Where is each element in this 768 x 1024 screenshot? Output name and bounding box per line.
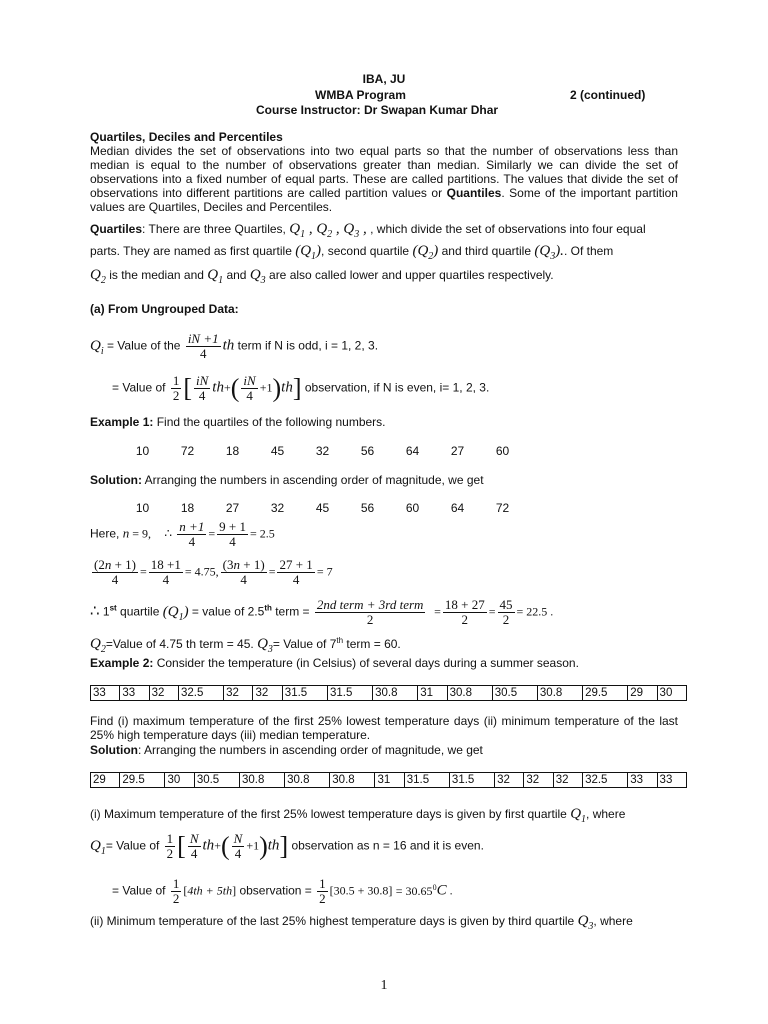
part-i-text: (i) Maximum temperature of the first 25% lowest temperature days is given by first quartile — [90, 807, 567, 821]
quartiles-text: is the median and — [109, 268, 204, 282]
number-item: 60 — [405, 501, 420, 515]
here-text: Here, — [90, 526, 120, 541]
fraction-18-plus-1-over-4: $\frac{18 +1}{4}$ — [150, 557, 181, 587]
quartiles-text: are also called lower and upper quartiles respectively. — [269, 268, 554, 282]
example1-q2-q3-line: $Q_2=Value$ of 4.75 th term = 45. $Q_3=$ Value of 7th term = 60. — [90, 636, 401, 655]
part-ii-text: (ii) Minimum temperature of the last 25% highest temperature days is given by third quartile — [90, 914, 575, 928]
section-title: Quartiles, Deciles and Percentiles — [90, 130, 283, 144]
q3-text: term = 60. — [343, 637, 401, 651]
solution-label: Solution — [90, 743, 138, 757]
number-item: 10 — [135, 501, 150, 515]
math-q2: $Q_2$ — [90, 267, 106, 286]
number-item: 45 — [270, 444, 285, 458]
example2-q1-result: = Value of $\frac{1}{2}$ [4th + 5th] observation = $\frac{1}{2}$ $[30.5 + 30.8] = 30.65^0C$ . — [112, 876, 453, 906]
fraction-one-half: $\frac{1}{2}$ — [172, 876, 180, 906]
sorted-temperature-table — [90, 772, 687, 788]
paren-close: ) — [259, 831, 268, 861]
bracket-open: [ — [183, 373, 192, 403]
example1-statement — [90, 415, 386, 429]
number-item: 32 — [315, 444, 330, 458]
formula-odd — [90, 332, 378, 361]
table-cell: 31 — [418, 686, 447, 701]
example1-q1-line: ∴ 1st quartile $(Q_1)$ = value of 2.5th term = $\frac{\text{2nd term + 3rd term}}{2}$ = $\frac{18 + 27}{2}$ = $\frac{45}{2}$ = 22.5 . — [90, 597, 554, 627]
math-q3: $(Q_3)$. — [534, 243, 564, 262]
table-cell: 30.8 — [537, 686, 582, 701]
math-q1: $Q_1$ — [207, 267, 224, 286]
fraction-one-half: $\frac{1}{2}$ — [166, 831, 174, 861]
table-row — [91, 773, 687, 788]
fraction-iN-plus-1-over-4: $\frac{iN +1}{4}$ — [187, 331, 219, 361]
quartiles-text: and — [226, 268, 247, 282]
quartiles-text: and third quartile — [441, 244, 532, 258]
math-q1: $(Q_1)$ — [162, 603, 189, 623]
number-item: 56 — [360, 501, 375, 515]
table-cell: 30.8 — [330, 773, 375, 788]
math-q2: $Q_2$ — [90, 636, 106, 655]
example2-q1-formula: $Q_1=$ Value of $\frac{1}{2}$ [ $\frac{N}{4}$ th+( $\frac{N}{4}$ +1)th] observation as n = 16 and it is even. — [90, 831, 484, 861]
header-institution: IBA, JU — [362, 72, 406, 86]
number-item: 27 — [450, 444, 465, 458]
table-cell: 33 — [628, 773, 657, 788]
quartiles-text: , second quartile — [321, 244, 410, 258]
formula-text: = Value of — [112, 380, 166, 395]
example1-numbers — [120, 444, 525, 458]
number-item: 60 — [495, 444, 510, 458]
example2-part-ii — [90, 913, 633, 932]
table-cell: 33 — [657, 773, 686, 788]
where-text: , where — [586, 807, 626, 821]
math-th: th — [267, 837, 280, 854]
table-cell: 31.5 — [327, 686, 372, 701]
math-q2: $(Q_2)$ — [412, 243, 439, 262]
table-cell: 32 — [495, 773, 524, 788]
paren-open: ( — [230, 373, 240, 403]
example1-positions-line: $\frac{(2n + 1)}{4}$ = $\frac{18 +1}{4}$ = 4.75, $\frac{(3n + 1)}{4}$ = $\frac{27 + 1}{4}$ = 7 — [94, 557, 333, 587]
table-cell: 29 — [91, 773, 120, 788]
fraction-45-over-2: $\frac{45}{2}$ — [499, 597, 513, 627]
table-row — [91, 686, 687, 701]
table-cell: 30.5 — [194, 773, 239, 788]
example1-solution — [90, 473, 484, 487]
math-q3: $Q_3$ — [257, 636, 273, 655]
formula-text: observation, if N is even, i= 1, 2, 3. — [304, 380, 490, 395]
table-cell: 32 — [553, 773, 582, 788]
example2-part-i — [90, 806, 625, 825]
example1-here-line: Here, n = 9, ∴ $\frac{n +1}{4}$ = $\frac{9 + 1}{4}$ = 2.5 — [90, 519, 275, 549]
header-lecture-number: 2 (continued) — [570, 88, 646, 102]
number-item: 18 — [225, 444, 240, 458]
table-cell: 33 — [120, 686, 149, 701]
math-q1: $Q_1$ — [570, 806, 587, 825]
table-cell: 32 — [253, 686, 282, 701]
formula-text: term if N is odd, i = 1, 2, 3. — [237, 338, 379, 353]
table-cell: 29.5 — [583, 686, 628, 701]
number-item: 32 — [270, 501, 285, 515]
table-cell: 32.5 — [583, 773, 628, 788]
intro-text-end: . Some of the important partition values are Quartiles, Deciles and Percentiles. — [90, 186, 678, 214]
table-cell: 32 — [224, 686, 253, 701]
quartiles-label: Quartiles — [90, 222, 143, 236]
fraction-9-plus-1-over-4: $\frac{9 + 1}{4}$ — [219, 519, 246, 549]
example1-sorted-numbers — [120, 501, 525, 515]
quartiles-definition-line2 — [90, 243, 690, 262]
example2-label: Example 2: — [90, 656, 154, 670]
table-cell: 32.5 — [178, 686, 223, 701]
header-program: WMBA Program — [315, 88, 406, 102]
math-q1: $Q_1$ — [90, 837, 106, 857]
header-instructor: Course Instructor: Dr Swapan Kumar Dhar — [256, 103, 499, 117]
solution-text: Arranging the numbers in ascending order of magnitude, we get — [141, 473, 484, 487]
solution-label: Solution: — [90, 473, 142, 487]
q1-text: term = — [271, 604, 310, 619]
math-q1-q2-q3: $Q_1$ , $Q_2$ , $Q_3$ , — [289, 221, 367, 240]
number-item: 56 — [360, 444, 375, 458]
number-item: 72 — [180, 444, 195, 458]
math-th: th — [281, 379, 293, 396]
math-th: th — [202, 837, 215, 854]
math-n-equals-9: n — [122, 525, 130, 541]
paren-close: ) — [272, 373, 282, 403]
quartiles-text: . Of them — [563, 244, 614, 258]
math-q3: $Q_3$ — [577, 913, 594, 932]
fraction-N-over-4: $\frac{N}{4}$ — [233, 831, 243, 861]
table-cell: 33 — [91, 686, 120, 701]
table-cell: 31.5 — [404, 773, 449, 788]
paren-open: ( — [220, 831, 230, 861]
fraction-iN-over-4: $\frac{iN}{4}$ — [243, 373, 256, 403]
example2-statement — [90, 656, 579, 670]
math-th: th — [212, 379, 224, 396]
example1-label: Example 1: — [90, 415, 154, 429]
math-qi: $Q_i$ — [90, 337, 104, 357]
table-cell: 32 — [149, 686, 178, 701]
page-number: 1 — [380, 978, 388, 993]
fraction-3n-plus-1-over-4: $\frac{(3n + 1)}{4}$ — [222, 557, 265, 587]
number-item: 64 — [450, 501, 465, 515]
formula-text: observation as n = 16 and it is even. — [291, 838, 484, 853]
q1-text: = value of 2.5 — [191, 604, 265, 619]
formula-even: = Value of $\frac{1}{2}$ [ $\frac{iN}{4}$ th+( $\frac{iN}{4}$ +1)th] observation, if N is even, i= 1, 2, 3. — [112, 373, 490, 403]
table-cell: 31 — [375, 773, 404, 788]
math-q1: $(Q_1)$ — [295, 243, 322, 262]
fraction-2nd-3rd-term: $\frac{\text{2nd term + 3rd term}}{2}$ — [316, 597, 424, 627]
quartiles-text: : There are three Quartiles, — [142, 222, 286, 236]
example1-text: Find the quartiles of the following numbers. — [153, 415, 386, 429]
math-celsius: C — [436, 882, 447, 899]
table-cell: 29.5 — [120, 773, 165, 788]
math-th: th — [222, 337, 235, 354]
number-item: 72 — [495, 501, 510, 515]
quartiles-text: , which divide the set of observations into four equal — [370, 222, 646, 236]
table-cell: 32 — [524, 773, 553, 788]
formula-text: = Value of — [105, 838, 160, 853]
ungrouped-title: (a) From Ungrouped Data: — [90, 302, 239, 316]
table-cell: 30.8 — [447, 686, 492, 701]
intro-bold-term: Quantiles — [446, 186, 502, 200]
formula-text: = Value of — [112, 883, 166, 898]
fraction-one-half: $\frac{1}{2}$ — [172, 373, 180, 403]
table-cell: 31.5 — [449, 773, 494, 788]
bracket-open: [ — [177, 831, 186, 861]
number-item: 10 — [135, 444, 150, 458]
quartiles-definition-line3 — [90, 267, 690, 286]
table-cell: 30.8 — [239, 773, 284, 788]
intro-text: Median divides the set of observations into two equal parts so that the number of observations less than median is equal to the number of observations greater than median. Similarly we can divide the set of observations into a fixed number of equal parts. These are called partitions. The values that divide the set of observations into different partitions are called partition values or — [90, 144, 678, 200]
temperature-table — [90, 685, 687, 701]
q1-text: 1 — [102, 604, 110, 619]
quartiles-text: parts. They are named as first quartile — [90, 244, 292, 258]
fraction-n-plus-1-over-4: $\frac{n +1}{4}$ — [179, 519, 205, 549]
bracket-close: ] — [279, 831, 289, 861]
example2-text: Consider the temperature (in Celsius) of several days during a summer season. — [153, 656, 579, 670]
q1-text: quartile — [116, 604, 160, 619]
table-cell: 29 — [628, 686, 657, 701]
fraction-one-half: $\frac{1}{2}$ — [319, 876, 326, 906]
number-item: 18 — [180, 501, 195, 515]
math-q3: $Q_3$ — [249, 267, 266, 286]
fraction-iN-over-4: $\frac{iN}{4}$ — [196, 373, 209, 403]
table-cell: 30 — [165, 773, 194, 788]
intro-paragraph — [90, 144, 678, 214]
formula-text: = Value of the — [106, 338, 181, 353]
table-cell: 30.8 — [285, 773, 330, 788]
formula-text: observation = — [239, 883, 312, 898]
quartiles-definition-line1 — [90, 221, 690, 240]
fraction-2n-plus-1-over-4: $\frac{(2n + 1)}{4}$ — [94, 557, 137, 587]
table-cell: 30.8 — [373, 686, 418, 701]
q3-text: = Value of 7 — [272, 637, 337, 651]
example2-solution — [90, 743, 483, 757]
number-item: 64 — [405, 444, 420, 458]
fraction-27-plus-1-over-4: $\frac{27 + 1}{4}$ — [279, 557, 313, 587]
fraction-18-plus-27-over-2: $\frac{18 + 27}{2}$ — [444, 597, 485, 627]
where-text: , where — [593, 914, 633, 928]
table-cell: 31.5 — [282, 686, 327, 701]
bracket-close: ] — [292, 373, 302, 403]
fraction-N-over-4: $\frac{N}{4}$ — [189, 831, 199, 861]
number-item: 45 — [315, 501, 330, 515]
table-cell: 30 — [657, 686, 686, 701]
table-cell: 30.5 — [492, 686, 537, 701]
example2-question: Find (i) maximum temperature of the first 25% lowest temperature days (ii) minimum temperature of the last 25% high temperature days (iii) median temperature. — [90, 714, 678, 742]
solution-text: : Arranging the numbers in ascending order of magnitude, we get — [138, 743, 483, 757]
q2-text: =Value of 4.75 th term = 45. — [105, 637, 254, 651]
number-item: 27 — [225, 501, 240, 515]
